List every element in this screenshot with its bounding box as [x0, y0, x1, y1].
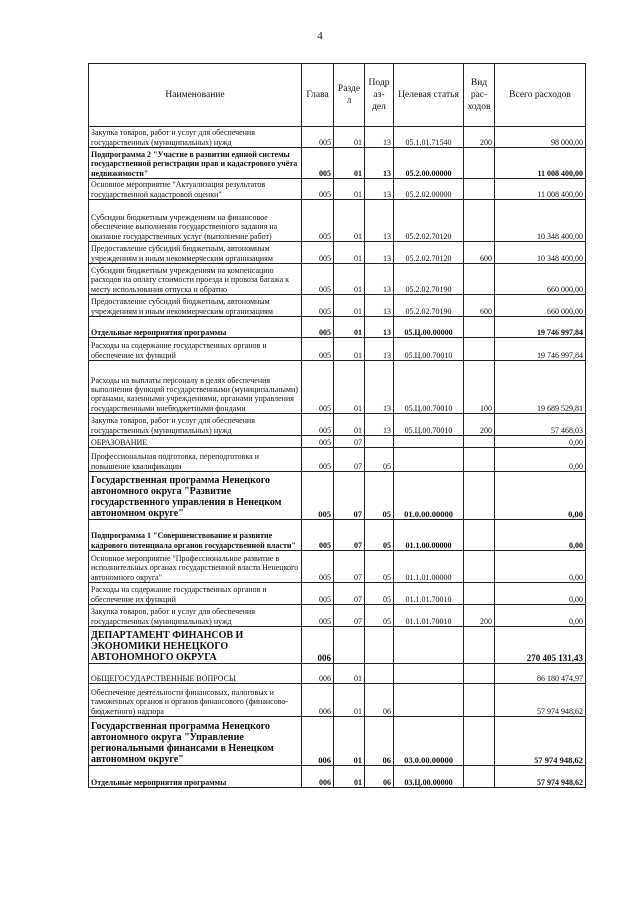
cell-chapter: 005: [302, 338, 334, 361]
cell-name: Предоставление субсидий бюджетным, автономным учреждениям и иным некоммерческим организациям: [89, 295, 302, 317]
cell-target: 05.1.01.71540: [394, 127, 464, 148]
table-row: [89, 551, 586, 583]
cell-section: 01: [334, 684, 365, 717]
cell-section: 07: [334, 583, 365, 605]
cell-target: 05.2.02.00000: [394, 179, 464, 200]
cell-expense-type: [464, 766, 495, 788]
cell-target: [394, 436, 464, 448]
cell-name: Субсидии бюджетным учреждениям на компенсацию расходов на оплату стоимости проезда и провоза багажа к месту использования отпуска и обратно: [89, 264, 302, 295]
cell-target: 03.Ц.00.00000: [394, 766, 464, 788]
cell-total: 11 008 400,00: [495, 148, 586, 179]
cell-target: 01.1.00.00000: [394, 520, 464, 551]
cell-chapter: 005: [302, 295, 334, 317]
cell-subsection: 13: [365, 264, 394, 295]
cell-total: 19 689 529,81: [495, 361, 586, 414]
table-row: [89, 520, 586, 551]
cell-subsection: 13: [365, 414, 394, 436]
cell-section: 01: [334, 766, 365, 788]
cell-subsection: 13: [365, 338, 394, 361]
table-row: [89, 436, 586, 448]
cell-name: ОБРАЗОВАНИЕ: [89, 436, 302, 448]
cell-name: Подпрограмма 2 "Участие в развитии единой системы государственной регистрации прав и кадастрового учёта недвижимости": [89, 148, 302, 179]
cell-expense-type: [464, 338, 495, 361]
cell-section: 01: [334, 148, 365, 179]
cell-target: [394, 627, 464, 664]
cell-target: 05.2.02.70120: [394, 200, 464, 242]
table-row: [89, 200, 586, 242]
cell-total: 270 405 131,43: [495, 627, 586, 664]
cell-section: 01: [334, 317, 365, 338]
cell-total: 86 180 474,97: [495, 664, 586, 684]
cell-section: 07: [334, 448, 365, 472]
cell-expense-type: [464, 436, 495, 448]
cell-section: 01: [334, 338, 365, 361]
cell-subsection: 06: [365, 766, 394, 788]
table-row: [89, 295, 586, 317]
cell-total: 57 974 948,62: [495, 684, 586, 717]
cell-total: 10 348 400,00: [495, 242, 586, 264]
table-row: [89, 127, 586, 148]
cell-expense-type: [464, 448, 495, 472]
cell-target: 01.1.01.00000: [394, 551, 464, 583]
cell-name: ОБЩЕГОСУДАРСТВЕННЫЕ ВОПРОСЫ: [89, 664, 302, 684]
cell-name: Расходы на содержание государственных органов и обеспечение их функций: [89, 583, 302, 605]
cell-name: Профессиональная подготовка, переподготовка и повышение квалификации: [89, 448, 302, 472]
cell-subsection: 13: [365, 361, 394, 414]
cell-expense-type: [464, 200, 495, 242]
cell-total: 57 974 948,62: [495, 717, 586, 766]
cell-name: Государственная программа Ненецкого автономного округа "Управление региональными финансами в Ненецком автономном округе": [89, 717, 302, 766]
table-row: [89, 684, 586, 717]
cell-subsection: 13: [365, 295, 394, 317]
table-row: [89, 242, 586, 264]
cell-expense-type: [464, 627, 495, 664]
cell-subsection: 13: [365, 127, 394, 148]
header-subsection: Подр аз- дел: [365, 64, 394, 127]
cell-section: 01: [334, 264, 365, 295]
cell-expense-type: [464, 264, 495, 295]
cell-expense-type: 200: [464, 414, 495, 436]
cell-total: 10 348 400,00: [495, 200, 586, 242]
cell-name: Отдельные мероприятия программы: [89, 317, 302, 338]
cell-total: 57 974 948,62: [495, 766, 586, 788]
cell-expense-type: [464, 551, 495, 583]
cell-chapter: 005: [302, 472, 334, 520]
cell-section: 07: [334, 472, 365, 520]
cell-chapter: 005: [302, 179, 334, 200]
cell-name: Предоставление субсидий бюджетным, автономным учреждениям и иным некоммерческим организациям: [89, 242, 302, 264]
cell-name: Закупка товаров, работ и услуг для обеспечения государственных (муниципальных) нужд: [89, 605, 302, 627]
cell-section: 01: [334, 242, 365, 264]
cell-total: 0,00: [495, 436, 586, 448]
cell-chapter: 006: [302, 717, 334, 766]
cell-expense-type: 600: [464, 242, 495, 264]
cell-section: 01: [334, 717, 365, 766]
cell-chapter: 005: [302, 127, 334, 148]
cell-total: 57 468,03: [495, 414, 586, 436]
table-row: [89, 448, 586, 472]
cell-section: 07: [334, 436, 365, 448]
cell-chapter: 005: [302, 242, 334, 264]
cell-name: Государственная программа Ненецкого автономного округа "Развитие государственного управления в Ненецком автономном округе": [89, 472, 302, 520]
cell-name: Основное мероприятие "Актуализация результатов государственной кадастровой оценки": [89, 179, 302, 200]
cell-target: 05.2.02.70190: [394, 295, 464, 317]
cell-total: 0,00: [495, 583, 586, 605]
cell-expense-type: [464, 317, 495, 338]
cell-total: 0,00: [495, 605, 586, 627]
cell-expense-type: [464, 664, 495, 684]
cell-subsection: 05: [365, 448, 394, 472]
cell-expense-type: 200: [464, 605, 495, 627]
table-row: [89, 338, 586, 361]
cell-expense-type: [464, 583, 495, 605]
cell-total: 0,00: [495, 472, 586, 520]
cell-subsection: [365, 436, 394, 448]
cell-subsection: 06: [365, 684, 394, 717]
cell-chapter: 006: [302, 627, 334, 664]
cell-subsection: 13: [365, 200, 394, 242]
cell-section: 01: [334, 127, 365, 148]
cell-total: 98 000,00: [495, 127, 586, 148]
cell-section: 07: [334, 551, 365, 583]
cell-chapter: 006: [302, 664, 334, 684]
cell-section: 01: [334, 295, 365, 317]
header-total: Всего расходов: [495, 64, 586, 127]
cell-subsection: [365, 664, 394, 684]
cell-total: 11 008 400,00: [495, 179, 586, 200]
cell-target: 05.Ц.00.00000: [394, 317, 464, 338]
cell-target: 01.1.01.70010: [394, 605, 464, 627]
table-row: [89, 627, 586, 664]
cell-subsection: 13: [365, 179, 394, 200]
cell-chapter: 005: [302, 361, 334, 414]
cell-chapter: 005: [302, 148, 334, 179]
cell-expense-type: [464, 179, 495, 200]
cell-name: Подпрограмма 1 "Совершенствование и развитие кадрового потенциала органов государственной власти": [89, 520, 302, 551]
cell-subsection: 05: [365, 605, 394, 627]
cell-target: 05.Ц.00.70010: [394, 361, 464, 414]
cell-expense-type: [464, 472, 495, 520]
table-row: [89, 605, 586, 627]
table-row: [89, 148, 586, 179]
cell-section: 01: [334, 200, 365, 242]
table-header-row: [89, 64, 586, 127]
cell-target: 05.Ц.00.70010: [394, 338, 464, 361]
cell-chapter: 005: [302, 448, 334, 472]
table-row: [89, 766, 586, 788]
cell-target: 05.Ц.00.70010: [394, 414, 464, 436]
cell-chapter: 005: [302, 551, 334, 583]
cell-target: [394, 448, 464, 472]
header-expense-type: Вид рас- ходов: [464, 64, 495, 127]
cell-target: 03.0.00.00000: [394, 717, 464, 766]
table-row: [89, 414, 586, 436]
cell-subsection: 13: [365, 242, 394, 264]
cell-subsection: 05: [365, 520, 394, 551]
cell-subsection: 05: [365, 551, 394, 583]
table-row: [89, 361, 586, 414]
cell-section: 07: [334, 605, 365, 627]
cell-chapter: 005: [302, 436, 334, 448]
table-row: [89, 717, 586, 766]
cell-total: 0,00: [495, 448, 586, 472]
cell-total: 0,00: [495, 520, 586, 551]
cell-section: 01: [334, 664, 365, 684]
cell-name: Основное мероприятие "Профессиональное развитие в исполнительных органах государственной власти Ненецкого автономного округа": [89, 551, 302, 583]
table-row: [89, 264, 586, 295]
cell-chapter: 005: [302, 264, 334, 295]
cell-chapter: 005: [302, 200, 334, 242]
cell-chapter: 006: [302, 684, 334, 717]
cell-name: ДЕПАРТАМЕНТ ФИНАНСОВ И ЭКОНОМИКИ НЕНЕЦКОГО АВТОНОМНОГО ОКРУГА: [89, 627, 302, 664]
cell-expense-type: 200: [464, 127, 495, 148]
table-row: [89, 317, 586, 338]
cell-section: 01: [334, 361, 365, 414]
cell-name: Закупка товаров, работ и услуг для обеспечения государственных (муниципальных) нужд: [89, 127, 302, 148]
table-row: [89, 472, 586, 520]
cell-chapter: 005: [302, 605, 334, 627]
cell-subsection: [365, 627, 394, 664]
budget-table: [88, 63, 586, 788]
cell-expense-type: 100: [464, 361, 495, 414]
cell-chapter: 005: [302, 414, 334, 436]
cell-target: 01.1.01.70010: [394, 583, 464, 605]
cell-subsection: 13: [365, 148, 394, 179]
cell-total: 0,00: [495, 551, 586, 583]
cell-total: 660 000,00: [495, 295, 586, 317]
cell-subsection: 05: [365, 583, 394, 605]
cell-chapter: 006: [302, 766, 334, 788]
cell-chapter: 005: [302, 317, 334, 338]
table-row: [89, 664, 586, 684]
cell-name: Расходы на выплаты персоналу в целях обеспечения выполнения функций государственными (муниципальными) органами, казенными учреждениями, органами управления государственными внебюджетными фондами: [89, 361, 302, 414]
cell-target: [394, 684, 464, 717]
cell-expense-type: 600: [464, 295, 495, 317]
cell-expense-type: [464, 520, 495, 551]
cell-section: 01: [334, 179, 365, 200]
cell-total: 660 000,00: [495, 264, 586, 295]
cell-name: Расходы на содержание государственных органов и обеспечение их функций: [89, 338, 302, 361]
cell-name: Субсидии бюджетным учреждениям на финансовое обеспечение выполнения государственного задания на оказание государственных услуг (выполнение работ): [89, 200, 302, 242]
page-number: 4: [317, 30, 323, 42]
cell-target: 05.2.00.00000: [394, 148, 464, 179]
cell-expense-type: [464, 684, 495, 717]
cell-section: [334, 627, 365, 664]
cell-target: [394, 664, 464, 684]
cell-target: 05.2.02.70120: [394, 242, 464, 264]
cell-name: Отдельные мероприятия программы: [89, 766, 302, 788]
cell-subsection: 05: [365, 472, 394, 520]
cell-name: Обеспечение деятельности финансовых, налоговых и таможенных органов и органов финансового (финансово-бюджетного) надзора: [89, 684, 302, 717]
header-section: Разде л: [334, 64, 365, 127]
cell-subsection: 13: [365, 317, 394, 338]
cell-chapter: 005: [302, 583, 334, 605]
cell-section: 07: [334, 520, 365, 551]
header-name: Наименование: [89, 64, 302, 127]
header-chapter: Глава: [302, 64, 334, 127]
cell-expense-type: [464, 148, 495, 179]
cell-target: 01.0.00.00000: [394, 472, 464, 520]
cell-total: 19 746 997,84: [495, 338, 586, 361]
cell-total: 19 746 997,84: [495, 317, 586, 338]
table-row: [89, 583, 586, 605]
table-row: [89, 179, 586, 200]
cell-target: 05.2.02.70190: [394, 264, 464, 295]
cell-chapter: 005: [302, 520, 334, 551]
cell-section: 01: [334, 414, 365, 436]
header-target: Целевая статья: [394, 64, 464, 127]
cell-expense-type: [464, 717, 495, 766]
cell-subsection: 06: [365, 717, 394, 766]
cell-name: Закупка товаров, работ и услуг для обеспечения государственных (муниципальных) нужд: [89, 414, 302, 436]
